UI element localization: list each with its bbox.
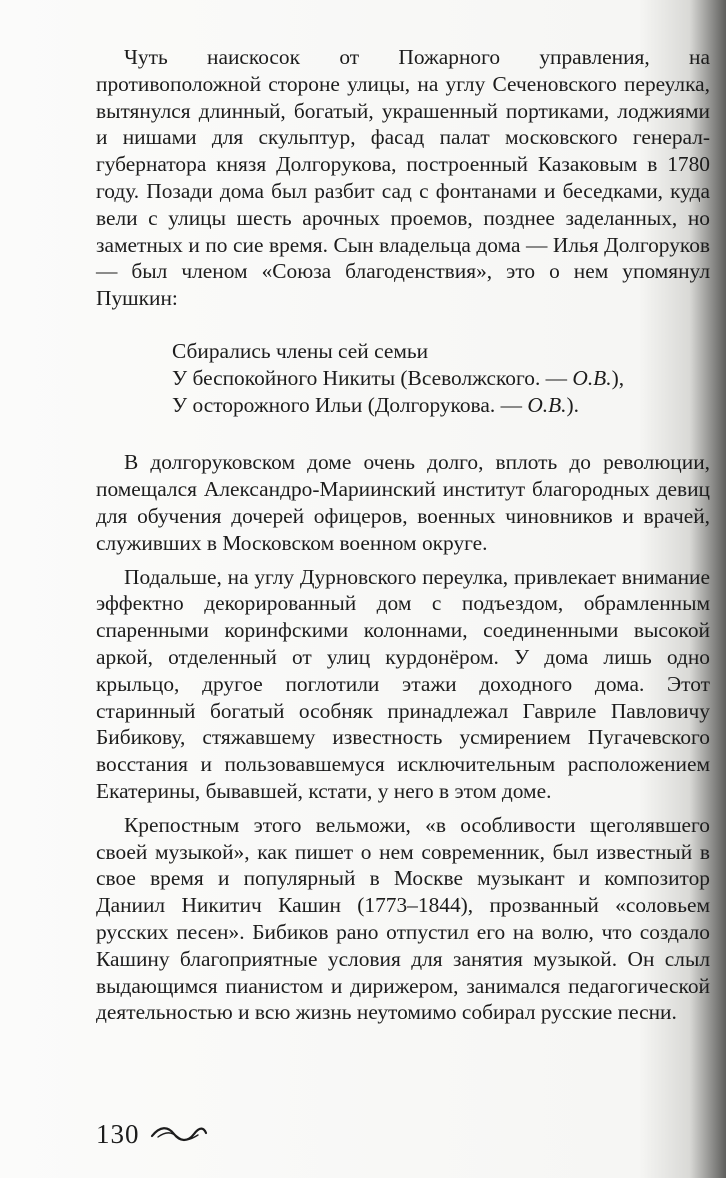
verse-line-2 [172, 365, 710, 392]
page-number: 130 [96, 1118, 140, 1149]
verse-line-3-initials: О.В. [527, 392, 567, 417]
page-footer [96, 1116, 208, 1152]
page-body [96, 44, 710, 1026]
paragraph-4: Крепостным этого вельможи, «в особливости щеголявшего своей музыкой», как пишет о нем современник, был известный в свое время и популярный в Москве музыкант и композитор Даниил Никитич Кашин (1773–1844), прозванный «соловьем русских песен». Бибиков рано отпустил его на волю, что создало Кашину благоприятные условия для занятия музыкой. Он слыл выдающимся пианистом и дирижером, занимался педагогической деятельностью и всю жизнь неутомимо собирал русские песни. [96, 812, 710, 1025]
swirl-ornament-icon [150, 1124, 208, 1144]
verse-line-3 [172, 392, 710, 419]
verse-line-2-text: У беспокойного Никиты (Всеволжского. — [172, 365, 573, 390]
verse-line-1-text: Сбирались члены сей семьи [172, 338, 429, 363]
verse-quote [172, 338, 710, 418]
verse-line-3-text: У осторожного Ильи (Долгорукова. — [172, 392, 528, 417]
paragraph-3: Подальше, на углу Дурновского переулка, привлекает внимание эффектно декорированный дом с подъездом, обрамленным спаренными коринфскими колоннами, соединенными высокой аркой, отделенный от улиц курдонёром. У дома лишь одно крыльцо, другое поглотили этажи доходного дома. Этот старинный богатый особняк принадлежал Гавриле Павловичу Бибикову, стяжавшему известность усмирением Пугачевского восстания и пользовавшемуся исключительным расположением Екатерины, бывавшей, кстати, у него в этом доме. [96, 564, 710, 803]
verse-line-3-tail: ). [566, 392, 580, 417]
paragraph-2: В долгоруковском доме очень долго, вплоть до революции, помещался Александро-Мариинский институт благородных девиц для обучения дочерей офицеров, военных чиновников и врачей, служивших в Московском военном округе. [96, 450, 710, 555]
verse-line-2-tail: ), [611, 365, 625, 390]
paragraph-1: Чуть наискосок от Пожарного управления, на противоположной стороне улицы, на углу Сеченовского переулка, вытянулся длинный, богатый, украшенный портиками, лоджиями и нишами для скульптур, фасад палат московского генерал-губернатора князя Долгорукова, построенный Казаковым в 1780 году. Позади дома был разбит сад с фонтанами и беседками, куда вели с улицы шесть арочных проемов, позднее заделанных, но заметных и по сие время. Сын владельца дома — Илья Долгоруков — был членом «Союза благоденствия», это о нем упомянул Пушкин: [96, 45, 710, 311]
verse-line-1 [172, 338, 710, 365]
verse-line-2-initials: О.В. [572, 365, 612, 390]
